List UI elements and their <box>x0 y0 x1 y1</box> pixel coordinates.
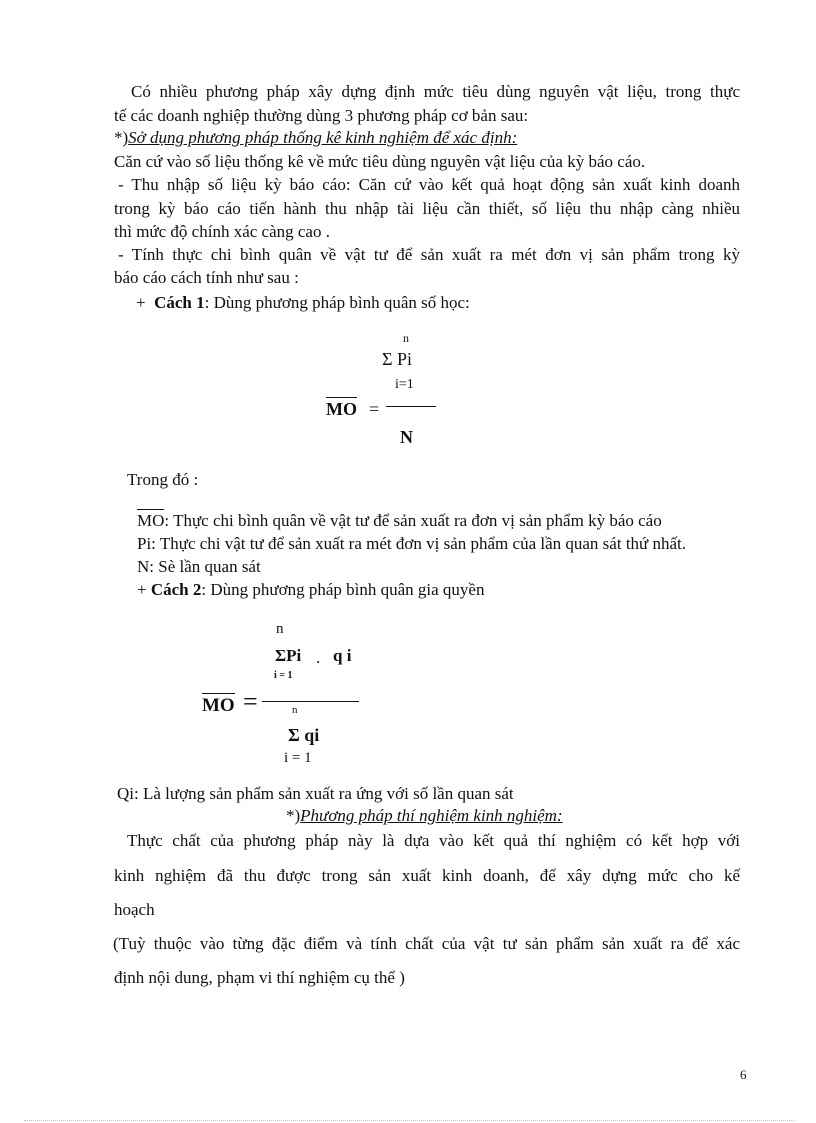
f2-den-lower: i = 1 <box>284 750 312 766</box>
way2-text: : Dùng phương pháp bình quân gia quyền <box>201 580 485 599</box>
f1-sum: Σ Pi <box>382 349 412 369</box>
def-pi: Pi: Thực chi vật tư để sản xuất ra mét đơn vị sản phẩm của lần quan sát thứ nhất. <box>137 534 687 553</box>
way1-plus: + <box>136 293 146 312</box>
f2-sum: ΣPi <box>275 646 302 665</box>
way1-text: : Dùng phương pháp bình quân số học: <box>204 293 470 312</box>
way2-plus: + <box>137 580 147 599</box>
method1-heading <box>114 128 517 148</box>
method2-p2-line-2: định nội dung, phạm vi thí nghiệm cụ thể ) <box>114 968 405 987</box>
compute-line-2: báo cáo cách tính như sau : <box>114 268 299 287</box>
qi-definition: Qi: Là lượng sản phẩm sản xuất ra ứng với số lần quan sát <box>117 784 514 803</box>
way2-line <box>137 580 484 600</box>
f1-upper-limit: n <box>403 331 409 345</box>
def-n: N: Sè lần quan sát <box>137 557 261 576</box>
way2-label: Cách 2 <box>150 580 202 599</box>
page-bottom-divider <box>24 1120 794 1121</box>
collect-line-2: trong kỳ báo cáo tiến hành thu nhập tài liệu cần thiết, số liệu thu nhập càng nhiều <box>114 199 740 218</box>
method1-heading-text: Sở dụng phương pháp thống kê kinh nghiệm để xác định: <box>128 128 518 147</box>
method2-prefix: *) <box>286 806 301 825</box>
f2-dot: . <box>316 648 321 667</box>
f1-lower-limit: i=1 <box>395 377 414 392</box>
f2-den-upper: n <box>292 704 298 716</box>
where-label: Trong đó : <box>127 470 199 489</box>
collect-line-1: - Thu nhập số liệu kỳ báo cáo: Căn cứ vào kết quả hoạt động sản xuất kinh doanh <box>118 175 740 194</box>
collect-line-3: thì mức độ chính xác càng cao . <box>114 222 330 241</box>
method2-p1-line-3: hoạch <box>114 900 155 919</box>
def-mo-text: : Thực chi bình quân về vật tư để sản xuất ra đơn vị sản phẩm kỳ báo cáo <box>164 511 662 530</box>
method2-p1-line-1: Thực chất của phương pháp này là dựa vào kết quả thí nghiệm có kết hợp với <box>127 831 740 850</box>
intro-line-2: tế các doanh nghiệp thường dùng 3 phương pháp cơ bản sau: <box>114 106 529 125</box>
f2-equals: = <box>243 687 258 716</box>
f1-fraction-bar <box>386 406 436 407</box>
f1-denominator: N <box>400 427 413 447</box>
method2-p2-line-1: (Tuỳ thuộc vào từng đặc điểm và tính chất của vật tư sản phẩm sản xuất ra để xác <box>113 934 740 953</box>
method2-heading-text: Phương pháp thí nghiệm kinh nghiệm: <box>300 806 563 825</box>
method2-heading <box>286 806 563 826</box>
compute-line-1: - Tính thực chi bình quân về vật tư để sản xuất ra mét đơn vị sản phẩm trong kỳ <box>118 245 740 264</box>
def-mo <box>137 511 662 531</box>
f2-upper-limit: n <box>276 621 284 637</box>
def-mo-symbol: MO <box>137 511 165 530</box>
f2-lhs: MO <box>202 695 235 716</box>
f2-qi: q i <box>333 646 352 665</box>
way1-line <box>136 293 470 313</box>
way1-label: Cách 1 <box>154 293 205 312</box>
page-number: 6 <box>740 1067 747 1082</box>
method1-prefix: *) <box>114 128 129 147</box>
f2-den-sum: Σ qi <box>288 725 320 745</box>
method1-basis: Căn cứ vào số liệu thống kê về mức tiêu dùng nguyên vật liệu của kỳ báo cáo. <box>114 152 646 171</box>
method2-p1-line-2: kinh nghiệm đã thu được trong sản xuất kinh doanh, để xây dựng mức cho kế <box>114 866 740 885</box>
f1-lhs: MO <box>326 399 357 419</box>
intro-line-1: Có nhiều phương pháp xây dựng định mức tiêu dùng nguyên vật liệu, trong thực <box>131 82 740 101</box>
f1-equals: = <box>369 399 380 419</box>
f2-fraction-bar <box>262 701 359 702</box>
f2-lower-limit: i = 1 <box>274 670 293 681</box>
